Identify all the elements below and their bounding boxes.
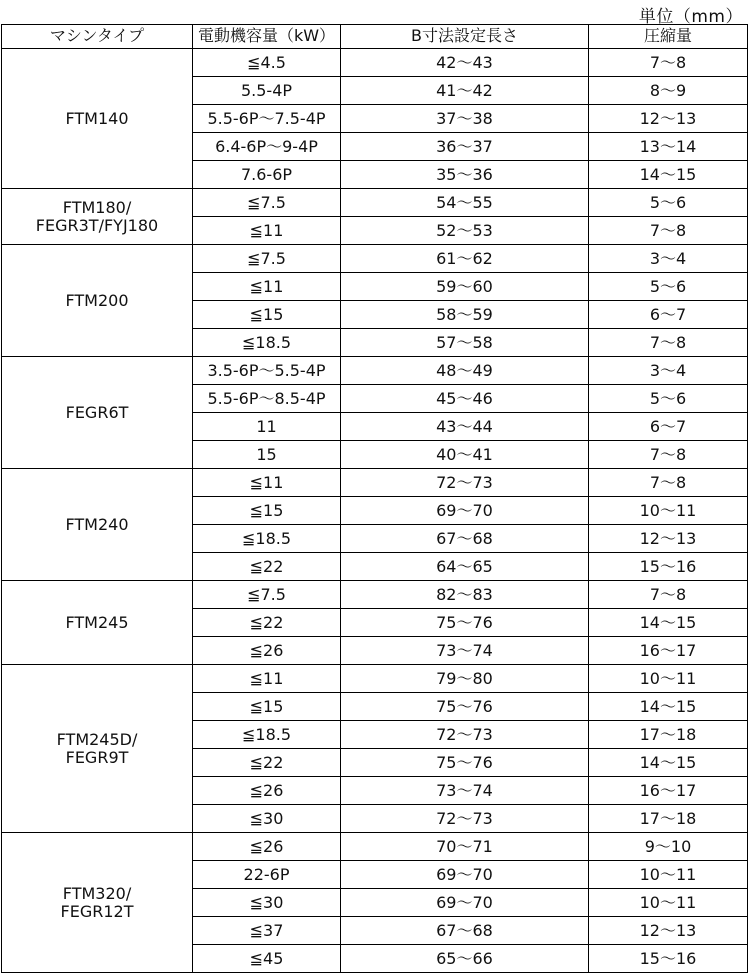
b-length-cell: 45〜46 (341, 385, 589, 413)
machine-type-cell (2, 581, 193, 665)
b-length-cell: 54〜55 (341, 189, 589, 217)
compression-cell: 5〜6 (589, 385, 748, 413)
compression-cell: 16〜17 (589, 777, 748, 805)
motor-capacity-cell: ≦7.5 (193, 189, 341, 217)
header-machine-type: マシンタイプ (2, 25, 193, 49)
compression-cell: 7〜8 (589, 49, 748, 77)
compression-cell: 14〜15 (589, 161, 748, 189)
motor-capacity-cell: 3.5-6P〜5.5-4P (193, 357, 341, 385)
b-length-cell: 59〜60 (341, 273, 589, 301)
motor-capacity-cell: 6.4-6P〜9-4P (193, 133, 341, 161)
spec-table-body (2, 49, 748, 973)
compression-cell: 5〜6 (589, 273, 748, 301)
compression-cell: 3〜4 (589, 245, 748, 273)
compression-cell: 12〜13 (589, 525, 748, 553)
compression-cell: 9〜10 (589, 833, 748, 861)
motor-capacity-cell: ≦18.5 (193, 329, 341, 357)
compression-cell: 16〜17 (589, 637, 748, 665)
b-length-cell: 69〜70 (341, 861, 589, 889)
b-length-cell: 67〜68 (341, 917, 589, 945)
b-length-cell: 35〜36 (341, 161, 589, 189)
b-length-cell: 57〜58 (341, 329, 589, 357)
machine-type-label: FTM245D/ (56, 729, 138, 749)
compression-cell: 10〜11 (589, 665, 748, 693)
motor-capacity-cell: ≦11 (193, 469, 341, 497)
b-length-cell: 37〜38 (341, 105, 589, 133)
compression-cell: 10〜11 (589, 861, 748, 889)
machine-type-label: FTM245 (65, 612, 129, 632)
motor-capacity-cell: ≦18.5 (193, 721, 341, 749)
motor-capacity-cell: ≦7.5 (193, 581, 341, 609)
compression-cell: 7〜8 (589, 469, 748, 497)
b-length-cell: 69〜70 (341, 497, 589, 525)
compression-cell: 3〜4 (589, 357, 748, 385)
motor-capacity-cell: ≦45 (193, 945, 341, 973)
b-length-cell: 36〜37 (341, 133, 589, 161)
compression-cell: 14〜15 (589, 609, 748, 637)
b-length-cell: 52〜53 (341, 217, 589, 245)
motor-capacity-cell: 5.5-4P (193, 77, 341, 105)
compression-cell: 12〜13 (589, 917, 748, 945)
table-row (2, 833, 748, 861)
table-row (2, 665, 748, 693)
machine-type-label: FTM320/ (62, 883, 132, 903)
b-length-cell: 40〜41 (341, 441, 589, 469)
compression-cell: 14〜15 (589, 749, 748, 777)
motor-capacity-cell: ≦18.5 (193, 525, 341, 553)
machine-type-cell (2, 189, 193, 245)
b-length-cell: 58〜59 (341, 301, 589, 329)
b-length-cell: 82〜83 (341, 581, 589, 609)
b-length-cell: 65〜66 (341, 945, 589, 973)
machine-type-cell (2, 833, 193, 973)
b-length-cell: 61〜62 (341, 245, 589, 273)
compression-cell: 6〜7 (589, 413, 748, 441)
compression-cell: 14〜15 (589, 693, 748, 721)
b-length-cell: 73〜74 (341, 777, 589, 805)
motor-capacity-cell: ≦30 (193, 805, 341, 833)
compression-cell: 6〜7 (589, 301, 748, 329)
header-b-length: B寸法設定長さ (341, 25, 589, 49)
b-length-cell: 41〜42 (341, 77, 589, 105)
b-length-cell: 48〜49 (341, 357, 589, 385)
b-length-cell: 75〜76 (341, 749, 589, 777)
compression-cell: 5〜6 (589, 189, 748, 217)
machine-type-cell (2, 665, 193, 833)
compression-cell: 10〜11 (589, 497, 748, 525)
compression-cell: 8〜9 (589, 77, 748, 105)
b-length-cell: 43〜44 (341, 413, 589, 441)
header-row (2, 25, 748, 49)
b-length-cell: 75〜76 (341, 609, 589, 637)
b-length-cell: 72〜73 (341, 721, 589, 749)
b-length-cell: 67〜68 (341, 525, 589, 553)
motor-capacity-cell: ≦22 (193, 749, 341, 777)
machine-type-label: FEGR9T (65, 748, 129, 767)
motor-capacity-cell: ≦30 (193, 889, 341, 917)
motor-capacity-cell: ≦22 (193, 609, 341, 637)
motor-capacity-cell: 5.5-6P〜7.5-4P (193, 105, 341, 133)
b-length-cell: 42〜43 (341, 49, 589, 77)
motor-capacity-cell: 22-6P (193, 861, 341, 889)
header-compression: 圧縮量 (589, 25, 748, 49)
compression-cell: 12〜13 (589, 105, 748, 133)
motor-capacity-cell: 15 (193, 441, 341, 469)
b-length-cell: 72〜73 (341, 805, 589, 833)
machine-type-label: FEGR6T (65, 402, 129, 422)
b-length-cell: 79〜80 (341, 665, 589, 693)
compression-cell: 17〜18 (589, 721, 748, 749)
motor-capacity-cell: ≦7.5 (193, 245, 341, 273)
compression-cell: 7〜8 (589, 217, 748, 245)
unit-label: 単位（mm） (638, 7, 743, 27)
motor-capacity-cell: ≦11 (193, 273, 341, 301)
motor-capacity-cell: 11 (193, 413, 341, 441)
table-row (2, 189, 748, 217)
machine-type-label: FEGR3T/FYJ180 (35, 216, 159, 235)
table-row (2, 469, 748, 497)
header-motor-capacity: 電動機容量（kW） (193, 25, 341, 49)
machine-type-label: FEGR12T (60, 902, 134, 921)
machine-type-label: FTM140 (65, 108, 129, 128)
compression-cell: 15〜16 (589, 553, 748, 581)
motor-capacity-cell: ≦26 (193, 637, 341, 665)
b-length-cell: 70〜71 (341, 833, 589, 861)
machine-type-cell (2, 357, 193, 469)
table-row (2, 245, 748, 273)
compression-cell: 15〜16 (589, 945, 748, 973)
b-length-cell: 69〜70 (341, 889, 589, 917)
machine-type-label: FTM240 (65, 514, 129, 534)
machine-type-cell (2, 469, 193, 581)
compression-cell: 7〜8 (589, 441, 748, 469)
compression-cell: 7〜8 (589, 581, 748, 609)
motor-capacity-cell: 5.5-6P〜8.5-4P (193, 385, 341, 413)
compression-cell: 7〜8 (589, 329, 748, 357)
motor-capacity-cell: ≦11 (193, 665, 341, 693)
motor-capacity-cell: ≦15 (193, 693, 341, 721)
motor-capacity-cell: ≦11 (193, 217, 341, 245)
motor-capacity-cell: ≦26 (193, 833, 341, 861)
table-row (2, 49, 748, 77)
compression-cell: 10〜11 (589, 889, 748, 917)
table-row (2, 357, 748, 385)
spec-table (1, 24, 748, 973)
compression-cell: 17〜18 (589, 805, 748, 833)
motor-capacity-cell: ≦26 (193, 777, 341, 805)
machine-type-label: FTM180/ (62, 197, 132, 217)
motor-capacity-cell: ≦15 (193, 497, 341, 525)
b-length-cell: 64〜65 (341, 553, 589, 581)
b-length-cell: 73〜74 (341, 637, 589, 665)
machine-type-label: FTM200 (65, 290, 129, 310)
motor-capacity-cell: ≦15 (193, 301, 341, 329)
machine-type-cell (2, 49, 193, 189)
b-length-cell: 72〜73 (341, 469, 589, 497)
b-length-cell: 75〜76 (341, 693, 589, 721)
compression-cell: 13〜14 (589, 133, 748, 161)
motor-capacity-cell: 7.6-6P (193, 161, 341, 189)
motor-capacity-cell: ≦37 (193, 917, 341, 945)
table-row (2, 581, 748, 609)
motor-capacity-cell: ≦22 (193, 553, 341, 581)
machine-type-cell (2, 245, 193, 357)
motor-capacity-cell: ≦4.5 (193, 49, 341, 77)
